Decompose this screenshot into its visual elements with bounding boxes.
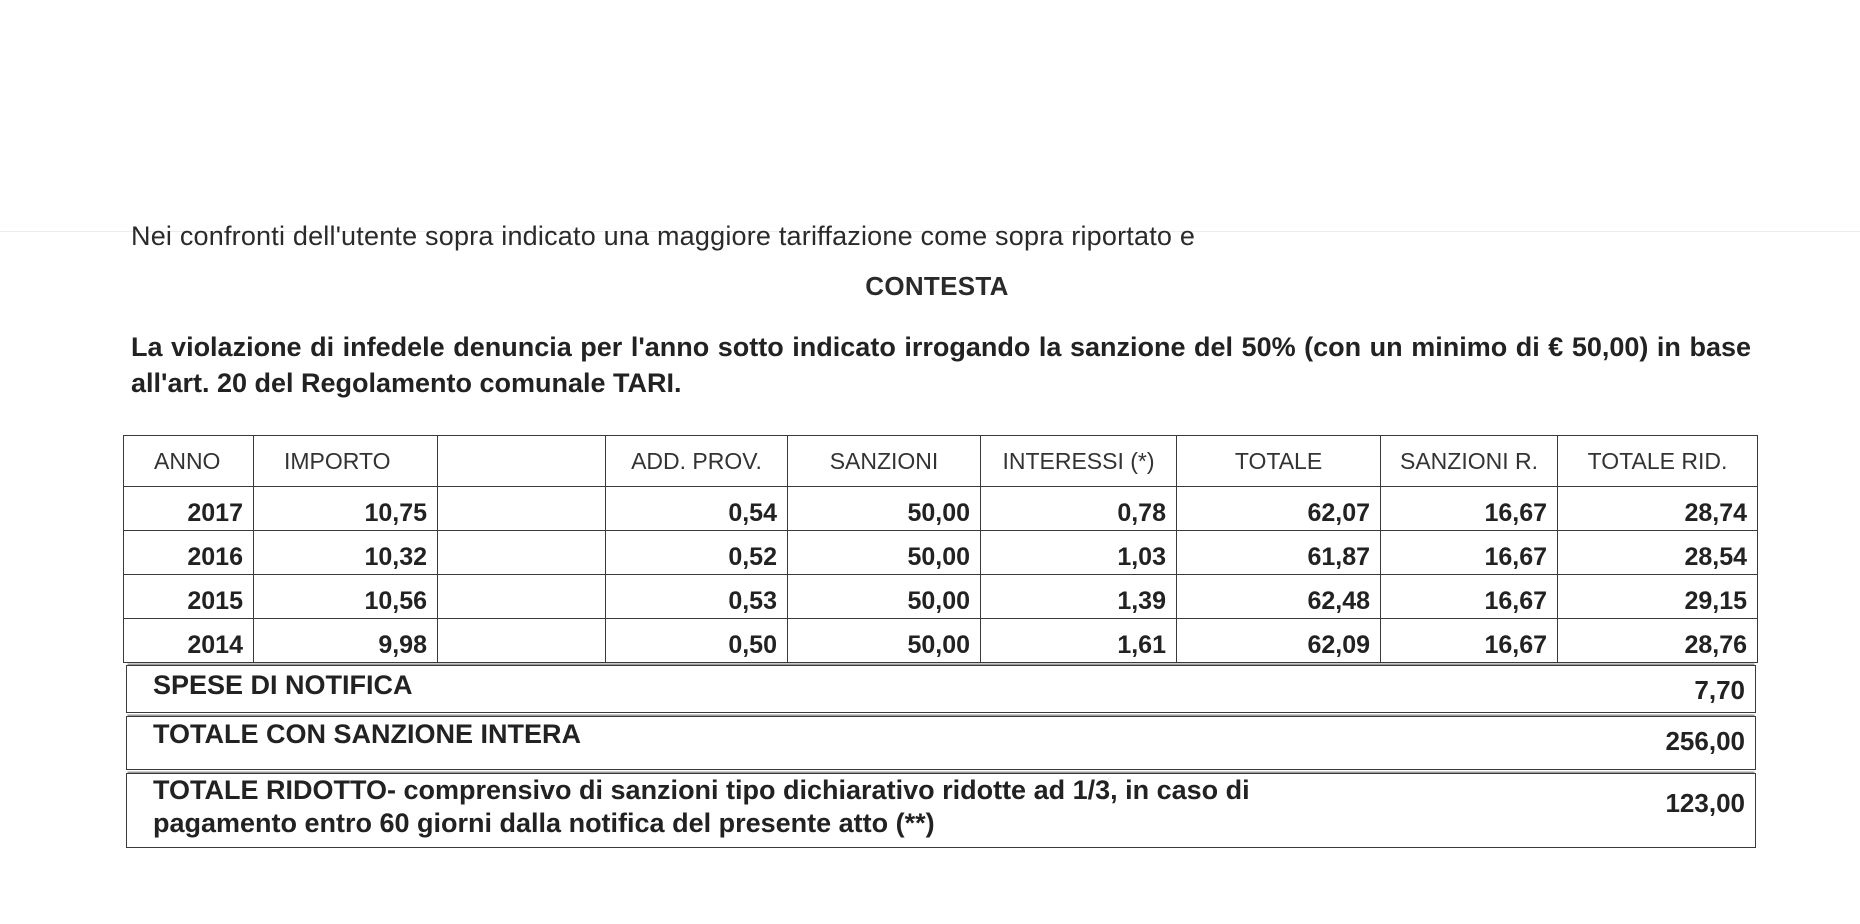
table-row (124, 619, 1758, 663)
cell-sanzioni-r: 16,67 (1381, 575, 1558, 619)
summary-ridotto-box (126, 773, 1756, 848)
cutoff-text-line (131, 218, 1361, 251)
col-header-interessi: INTERESSI (*) (981, 436, 1177, 487)
cell-blank (438, 619, 606, 663)
col-header-totale: TOTALE (1177, 436, 1381, 487)
cell-importo: 10,75 (254, 487, 438, 531)
summary-intera-box (126, 716, 1756, 770)
cell-add-prov: 0,52 (606, 531, 788, 575)
ridotto-value: 123,00 (1665, 788, 1745, 818)
cell-totale: 62,48 (1177, 575, 1381, 619)
table-row (124, 575, 1758, 619)
table-header-row (124, 436, 1758, 487)
col-header-totale-rid: TOTALE RID. (1558, 436, 1758, 487)
cell-sanzioni-r: 16,67 (1381, 619, 1558, 663)
ridotto-label: TOTALE RIDOTTO- comprensivo di sanzioni tipo dichiarativo ridotte ad 1/3, in caso di pagamento entro 60 giorni dalla notifica del presente atto (**) (153, 775, 1250, 838)
cell-totale: 62,07 (1177, 487, 1381, 531)
table-row (124, 487, 1758, 531)
table-row (124, 531, 1758, 575)
cell-sanzioni: 50,00 (788, 619, 981, 663)
col-header-blank (438, 436, 606, 487)
cell-sanzioni-r: 16,67 (1381, 531, 1558, 575)
cell-interessi: 1,03 (981, 531, 1177, 575)
col-header-anno: ANNO (124, 436, 254, 487)
cell-sanzioni: 50,00 (788, 531, 981, 575)
col-header-sanzioni: SANZIONI (788, 436, 981, 487)
cell-sanzioni: 50,00 (788, 575, 981, 619)
col-header-importo: IMPORTO (254, 436, 438, 487)
cell-interessi: 1,39 (981, 575, 1177, 619)
spese-value: 7,70 (1694, 675, 1745, 705)
cell-importo: 10,32 (254, 531, 438, 575)
cell-totale-rid: 28,74 (1558, 487, 1758, 531)
cell-interessi: 1,61 (981, 619, 1177, 663)
col-header-sanzioni-r: SANZIONI R. (1381, 436, 1558, 487)
cell-totale-rid: 28,76 (1558, 619, 1758, 663)
summary-spese-box (126, 665, 1756, 713)
tax-table (123, 435, 1758, 663)
section-heading: CONTESTA (865, 271, 1009, 301)
cell-importo: 9,98 (254, 619, 438, 663)
cell-totale: 61,87 (1177, 531, 1381, 575)
spese-label: SPESE DI NOTIFICA (153, 670, 413, 700)
cell-interessi: 0,78 (981, 487, 1177, 531)
cell-add-prov: 0,50 (606, 619, 788, 663)
intera-value: 256,00 (1665, 726, 1745, 756)
cell-sanzioni: 50,00 (788, 487, 981, 531)
cutoff-text: Nei confronti dell'utente sopra indicato una maggiore tariffazione come sopra riportato e (131, 221, 1196, 251)
cell-add-prov: 0,54 (606, 487, 788, 531)
cell-anno: 2015 (124, 575, 254, 619)
cell-importo: 10,56 (254, 575, 438, 619)
cell-anno: 2014 (124, 619, 254, 663)
cell-anno: 2017 (124, 487, 254, 531)
cell-blank (438, 531, 606, 575)
cell-totale-rid: 28,54 (1558, 531, 1758, 575)
col-header-add-prov: ADD. PROV. (606, 436, 788, 487)
cell-blank (438, 575, 606, 619)
cell-anno: 2016 (124, 531, 254, 575)
intro-paragraph: La violazione di infedele denuncia per l'anno sotto indicato irrogando la sanzione del 50% (con un minimo di € 50,00) in base all'art. 20 del Regolamento comunale TARI. (131, 332, 1751, 398)
cell-totale: 62,09 (1177, 619, 1381, 663)
cell-totale-rid: 29,15 (1558, 575, 1758, 619)
intera-label: TOTALE CON SANZIONE INTERA (153, 719, 582, 749)
cell-blank (438, 487, 606, 531)
cell-sanzioni-r: 16,67 (1381, 487, 1558, 531)
cell-add-prov: 0,53 (606, 575, 788, 619)
